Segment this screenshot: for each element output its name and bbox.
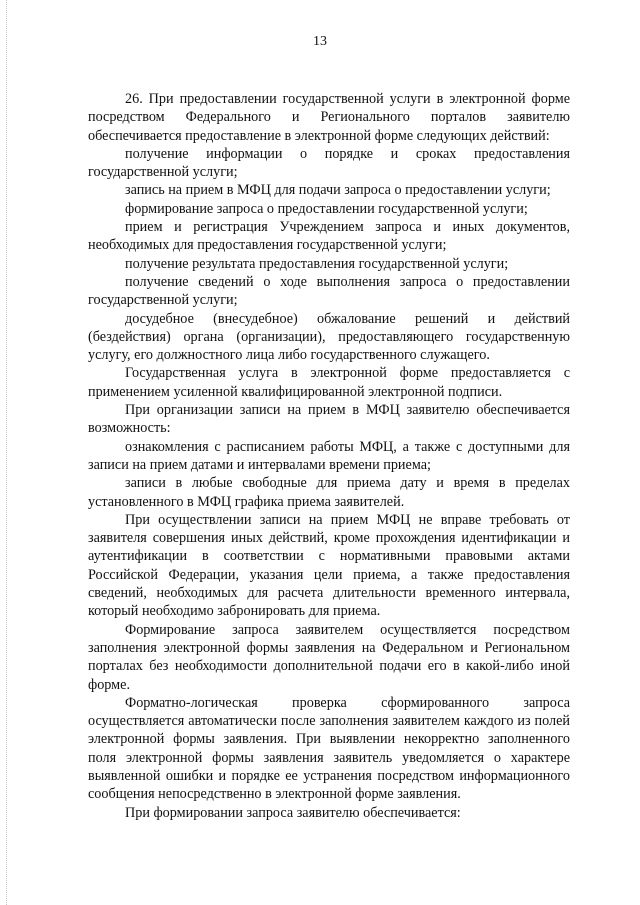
paragraph: При организации записи на прием в МФЦ заявителю обеспечивается возможность: <box>88 402 570 437</box>
list-item: ознакомления с расписанием работы МФЦ, а также с доступными для записи на прием датами и интервалами времени приема; <box>88 438 570 473</box>
list-item: получение информации о порядке и сроках предоставления государственной услуги; <box>88 145 570 181</box>
paragraph: При осуществлении записи на прием МФЦ не вправе требовать от заявителя совершения иных действий, кроме прохождения идентификации и аутентификации в соответствии с нормативными правовыми актами Российской Федерации, указания цели приема, а также предоставления сведений, необходимых для расчета длительности временного интервала, который необходимо забронировать для приема. <box>88 511 570 620</box>
paragraph-26: 26. При предоставлении государственной услуги в электронной форме посредством Федерального и Регионального порталов заявителю обеспечивается предоставление в электронной форме следующих действий: <box>88 91 570 144</box>
page-number: 13 <box>313 34 327 49</box>
document-body <box>88 90 570 822</box>
list-item: получение результата предоставления государственной услуги; <box>125 255 509 272</box>
list-item: досудебное (внесудебное) обжалование решений и действий (бездействия) органа (организации), предоставляющего государственную услугу, его должностного лица либо государственного служащего. <box>88 310 570 364</box>
list-item: получение сведений о ходе выполнения запроса о предоставлении государственной услуги; <box>88 273 570 309</box>
list-item: запись на прием в МФЦ для подачи запроса о предоставлении услуги; <box>125 182 551 199</box>
paragraph: Государственная услуга в электронной форме предоставляется с применением усиленной квалифицированной электронной подписи. <box>88 365 570 400</box>
scan-edge-line <box>6 0 8 905</box>
paragraph: Формирование запроса заявителем осуществляется посредством заполнения электронной формы заявления на Федеральном и Региональном порталах без необходимости дополнительной подачи его в какой-либо иной форме. <box>88 621 570 693</box>
list-item: записи в любые свободные для приема дату и время в пределах установленного в МФЦ графика приема заявителей. <box>88 475 570 510</box>
paragraph: Форматно-логическая проверка сформированного запроса осуществляется автоматически после заполнения заявителем каждого из полей электронной формы заявления. При выявлении некорректно заполненного поля электронной формы заявления заявитель уведомляется о характере выявленной ошибки и порядке ее устранения посредством информационного сообщения непосредственно в электронной форме заявления. <box>88 694 570 803</box>
list-item: формирование запроса о предоставлении государственной услуги; <box>125 200 528 217</box>
paragraph: При формировании запроса заявителю обеспечивается: <box>125 804 461 821</box>
list-item: прием и регистрация Учреждением запроса и иных документов, необходимых для предоставления государственной услуги; <box>88 219 570 254</box>
